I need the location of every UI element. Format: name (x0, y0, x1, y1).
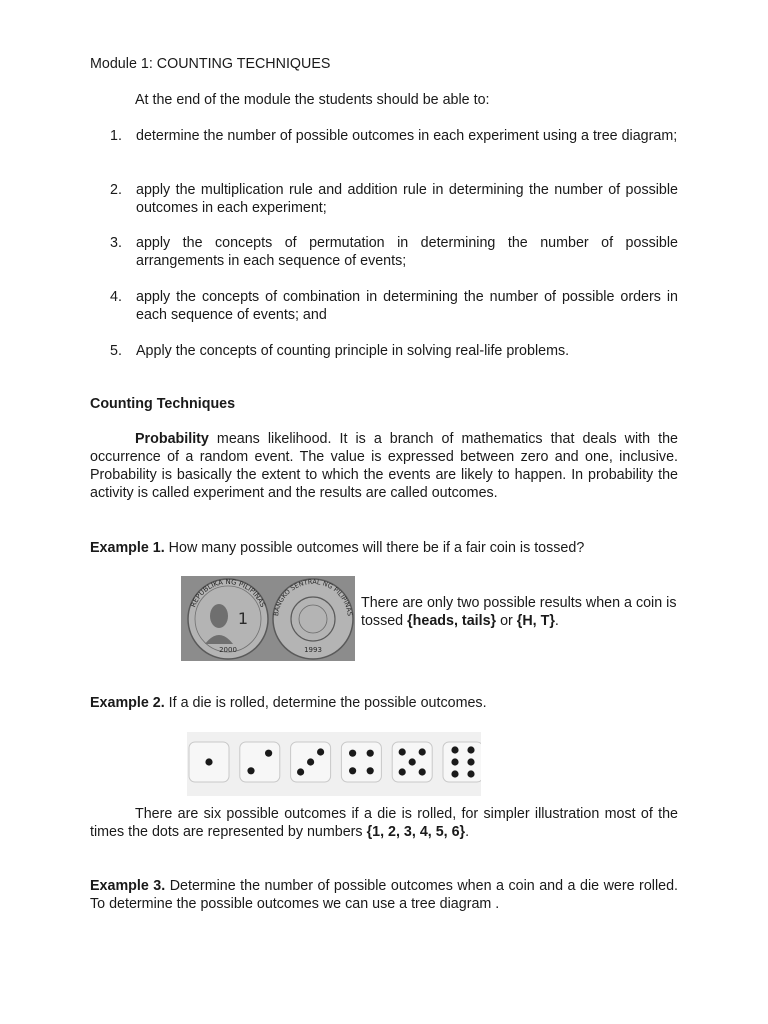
coin1-year: 2000 (219, 646, 237, 654)
die-pip (409, 758, 416, 765)
die-face-4 (341, 742, 381, 782)
objective-number: 3. (110, 235, 122, 251)
die-pip (467, 746, 474, 753)
die-pip (367, 750, 374, 757)
example1-text: How many possible outcomes will there be if a fair coin is tossed? (164, 540, 585, 556)
objective-item (110, 234, 678, 270)
heads-tails-set: {heads, tails} (407, 613, 497, 629)
die-pip (419, 748, 426, 755)
die-pip (349, 767, 356, 774)
coin1-rim-text: REPUBLIKA NG PILIPINAS (189, 577, 267, 609)
coin1-value: 1 (237, 609, 249, 628)
dice-set: {1, 2, 3, 4, 5, 6} (366, 824, 466, 840)
die-pip (399, 748, 406, 755)
objective-item (110, 181, 678, 217)
portrait-icon (210, 604, 228, 628)
die-pip (297, 768, 304, 775)
objective-number: 4. (110, 289, 122, 305)
coin2-year: 1993 (304, 646, 322, 654)
objective-text: Apply the concepts of counting principle in solving real-life problems. (136, 343, 570, 359)
coin-illustration (181, 576, 355, 661)
objective-number: 5. (110, 343, 122, 359)
probability-paragraph (90, 430, 678, 502)
die-face-6 (443, 742, 481, 782)
objective-item (110, 342, 678, 360)
example2-question (90, 694, 678, 712)
objective-text: determine the number of possible outcomes in each experiment using a tree diagram; (136, 128, 678, 144)
die-pip (307, 758, 314, 765)
example1-question (90, 539, 678, 557)
die-pip (419, 768, 426, 775)
die-pip (367, 767, 374, 774)
die-face-2 (240, 742, 280, 782)
objective-number: 2. (110, 182, 122, 198)
die-pip (399, 768, 406, 775)
example2-label: Example 2. (90, 695, 165, 711)
probability-term: Probability (135, 431, 209, 447)
die-pip (317, 748, 324, 755)
section-title: Counting Techniques (90, 396, 236, 412)
or-text: or (496, 613, 517, 629)
objective-text: apply the concepts of combination in determining the number of possible orders in each sequence of events; and (136, 289, 678, 323)
dice-text: There are six possible outcomes if a die is rolled, for simpler illustration most of the times the dots are represented by numbers (90, 806, 678, 840)
coin-answer (361, 594, 681, 630)
die-pip (349, 750, 356, 757)
example2-text: If a die is rolled, determine the possible outcomes. (164, 695, 487, 711)
coin2-rim-text: BANGKO SENTRAL NG PILIPINAS (272, 577, 354, 617)
dice-paragraph (90, 805, 678, 841)
objective-number: 1. (110, 128, 122, 144)
example1-label: Example 1. (90, 540, 165, 556)
die-pip (247, 767, 254, 774)
example3-paragraph (90, 877, 678, 913)
die-pip (451, 758, 458, 765)
objective-text: apply the multiplication rule and addition rule in determining the number of possible outcomes in each experiment; (136, 182, 678, 216)
dice-illustration (187, 732, 481, 796)
objective-text: apply the concepts of permutation in determining the number of possible arrangements in each sequence of events; (136, 235, 678, 269)
probability-text: means likelihood. It is a branch of mathematics that deals with the occurrence of a random event. The value is expressed between zero and one, inclusive. Probability is basically the extent to which the events are likely to happen. In probability the activity is called experiment and the results are called outcomes. (90, 431, 678, 501)
coin-image (181, 576, 355, 661)
example3-label: Example 3. (90, 878, 166, 894)
module-title: Module 1: COUNTING TECHNIQUES (90, 56, 331, 72)
objective-item (110, 288, 678, 324)
coin-answer-end: . (554, 613, 559, 629)
die-pip (467, 770, 474, 777)
die-pip (451, 770, 458, 777)
die-pip (451, 746, 458, 753)
objective-item (110, 127, 678, 145)
die-pip (265, 750, 272, 757)
dice-image (187, 732, 481, 796)
die-pip (205, 758, 212, 765)
h-t-set: {H, T} (516, 613, 555, 629)
dice-end: . (465, 824, 470, 840)
die-pip (467, 758, 474, 765)
example3-text: Determine the number of possible outcomes when a coin and a die were rolled. To determine the possible outcomes we can use a tree diagram . (90, 878, 678, 912)
intro-text: At the end of the module the students should be able to: (135, 92, 490, 108)
coin-answer-text: There are only two possible results when a coin is tossed (361, 595, 677, 629)
